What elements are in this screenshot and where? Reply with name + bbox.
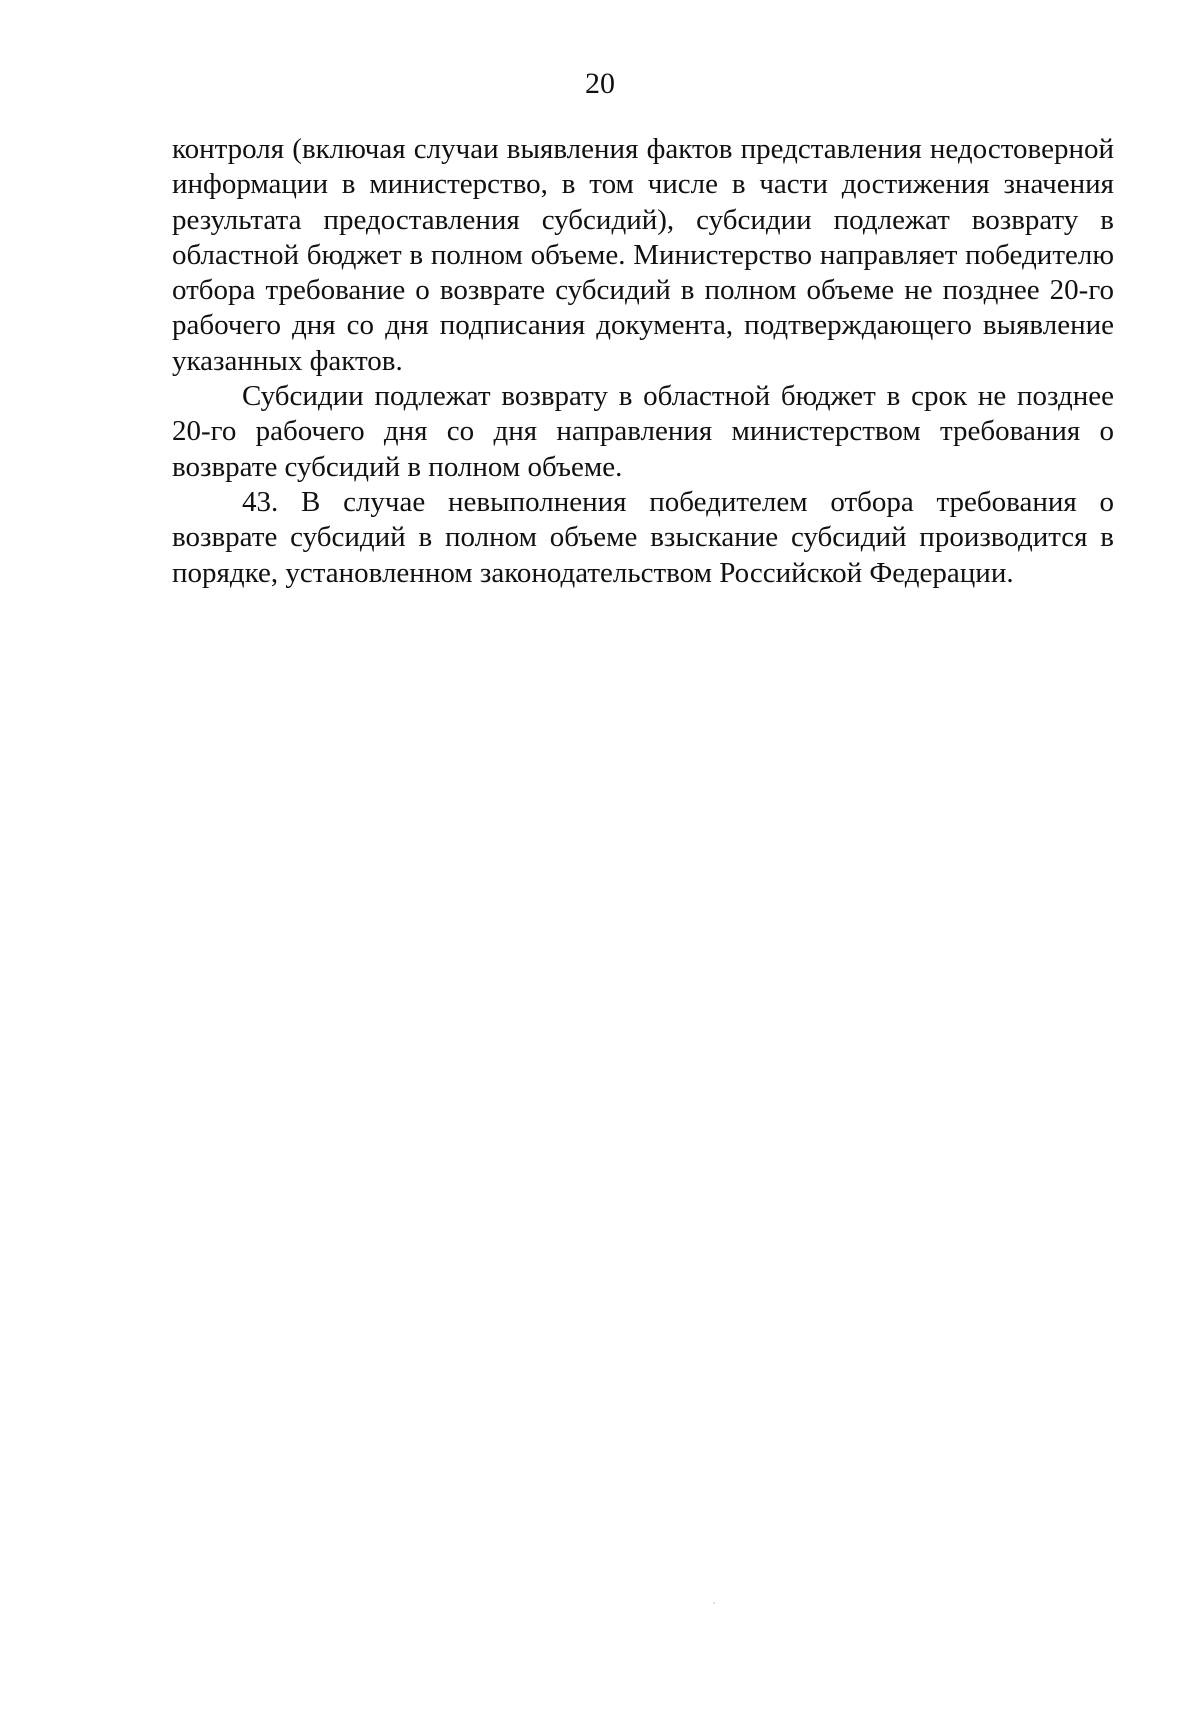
paragraph-item-43: 43. В случае невыполнения победителем отбора требования о возврате субсидий в полном объеме взыскание субсидий производится в порядке, установленном законодательством Российской Федерации. (172, 485, 1114, 589)
document-body (172, 132, 1114, 591)
paragraph-continuation: контроля (включая случаи выявления фактов представления недостоверной информации в министерство, в том числе в части достижения значения результата предоставления субсидий), субсидии подлежат возврату в областной бюджет в полном объеме. Министерство направляет победителю отбора требование о возврате субсидий в полном объеме не позднее 20-го рабочего дня со дня подписания документа, подтверждающего выявление указанных фактов. (172, 133, 1114, 377)
scan-speck (713, 1602, 715, 1604)
page-number: 20 (585, 67, 615, 100)
paragraph-subsidy-return-deadline: Субсидии подлежат возврату в областной бюджет в срок не позднее 20-го рабочего дня со дня направления министерством требования о возврате субсидий в полном объеме. (172, 380, 1114, 483)
